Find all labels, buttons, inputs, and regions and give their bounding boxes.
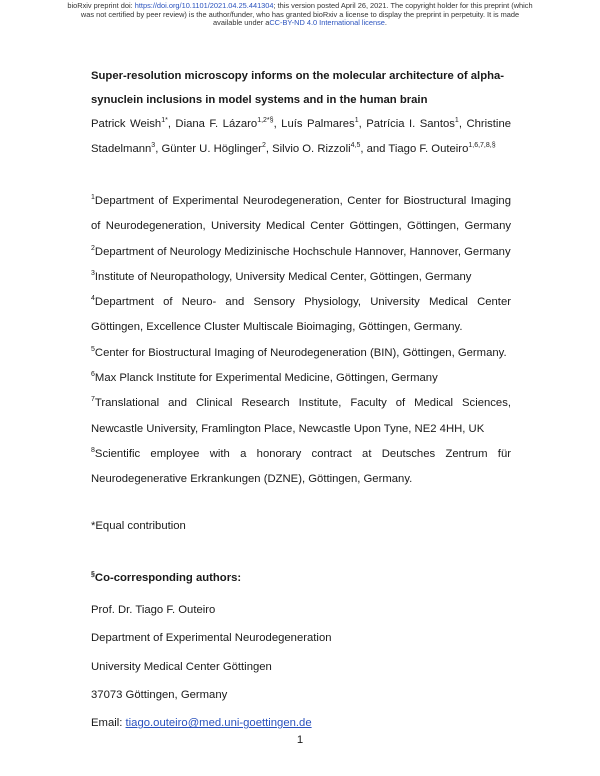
author xyxy=(272,143,388,155)
author-name: Günter U. Höglinger xyxy=(161,143,262,155)
affiliation-text: Scientific employee with a honorary contract at Deutsches Zentrum für Neurodegenerative Erkrankungen (DZNE), Göttingen, Germany. xyxy=(91,447,511,486)
affiliation-item xyxy=(91,265,511,290)
author-affil-sup: 4,5 xyxy=(350,142,361,149)
affiliation-text: Max Planck Institute for Experimental Medicine, Göttingen, Germany xyxy=(94,372,438,385)
license-prefix: available under a xyxy=(213,18,270,28)
author-separator: , xyxy=(458,118,467,130)
affiliation-item xyxy=(91,391,511,442)
affiliation-number: 3 xyxy=(91,269,95,277)
author xyxy=(366,118,466,130)
corresponding-name: Prof. Dr. Tiago F. Outeiro xyxy=(91,604,216,616)
affiliation-number: 5 xyxy=(91,345,95,353)
email-label: Email: xyxy=(91,717,126,730)
affiliation-text: Center for Biostructural Imaging of Neurodegeneration (BIN), Göttingen, Germany. xyxy=(94,346,507,359)
equal-contribution-note: *Equal contribution xyxy=(91,520,186,532)
author-name: Patrick Weish xyxy=(91,118,162,130)
author-affil-sup: 1,6,7,8,§ xyxy=(468,142,496,149)
affiliation-text: Translational and Clinical Research Institute, Faculty of Medical Sciences, Newcastle University, Framlington Place, Newcastle Upon Tyne, NE2 4HH, UK xyxy=(91,397,511,435)
affiliation-item xyxy=(91,240,511,265)
affiliation-number: 4 xyxy=(91,295,95,303)
author xyxy=(281,118,366,130)
header-line-2: was not certified by peer review) is the author/funder, who has granted bioRxiv a license to display the preprint in perpetuity. It is made xyxy=(80,9,520,19)
author xyxy=(91,118,175,130)
author-separator: , xyxy=(265,143,273,155)
affiliation-item xyxy=(91,442,511,493)
author-list xyxy=(91,112,511,162)
affiliation-item xyxy=(91,341,511,366)
author-affil-sup: 1* xyxy=(161,117,168,124)
author-name: Silvio O. Rizzoli xyxy=(272,143,351,155)
author xyxy=(161,143,272,155)
title-line-1: Super-resolution microscopy informs on the molecular architecture of alpha- xyxy=(91,70,505,82)
header-line-3 xyxy=(40,19,560,28)
affiliation-text: Department of Neuro- and Sensory Physiology, University Medical Center Göttingen, Excellence Cluster Multiscale Bioimaging, Göttingen, Germany. xyxy=(91,296,511,334)
license-link[interactable]: CC-BY-ND 4.0 International license xyxy=(269,18,385,28)
affiliation-item xyxy=(91,290,511,341)
author-separator: , and xyxy=(360,143,389,155)
corresponding-address xyxy=(91,596,511,737)
corresponding-city: 37073 Göttingen, Germany xyxy=(91,688,228,701)
title-line-2: synuclein inclusions in model systems and in the human brain xyxy=(91,94,428,106)
author-separator: , xyxy=(167,118,176,130)
corresponding-heading-text: Co-corresponding authors: xyxy=(94,572,242,584)
header-posted-text: ; this version posted April 26, 2021. The copyright holder for this preprint (which xyxy=(273,1,533,10)
corresponding-institution: University Medical Center Göttingen xyxy=(91,660,272,673)
author-affil-sup: 1,2*§ xyxy=(257,117,274,124)
affiliation-number: 6 xyxy=(91,371,95,379)
corresponding-heading xyxy=(91,572,511,584)
paper-title xyxy=(91,64,511,112)
affiliation-number: 7 xyxy=(91,396,95,404)
author-affil-sup: 3 xyxy=(151,142,156,149)
section-symbol: § xyxy=(91,571,95,578)
header-prefix: bioRxiv preprint doi: xyxy=(67,1,135,10)
preprint-header xyxy=(40,2,560,28)
author-affil-sup: 1 xyxy=(354,117,359,124)
author-name: Christine Stadelmann xyxy=(91,118,512,155)
email-link[interactable]: tiago.outeiro@med.uni-goettingen.de xyxy=(125,717,312,730)
author-separator: , xyxy=(155,143,162,155)
affiliation-number: 1 xyxy=(91,194,95,201)
corresponding-department: Department of Experimental Neurodegeneration xyxy=(91,632,332,645)
author-name: Patrícia I. Santos xyxy=(366,118,455,130)
author-separator: , xyxy=(358,118,367,130)
author-affil-sup: 2 xyxy=(261,142,266,149)
affiliation-item xyxy=(91,366,511,391)
affiliation-text: Institute of Neuropathology, University Medical Center, Göttingen, Germany xyxy=(94,270,472,283)
page-number: 1 xyxy=(296,734,304,746)
affiliation-number: 2 xyxy=(91,244,95,252)
author-name: Luís Palmares xyxy=(281,118,355,130)
affiliation-text: Department of Experimental Neurodegeneration, Center for Biostructural Imaging of Neurodegeneration, University Medical Center Göttingen, Göttingen, Germany xyxy=(91,195,511,233)
author xyxy=(175,118,281,130)
author-name: Tiago F. Outeiro xyxy=(388,143,469,155)
affiliation-text: Department of Neurology Medizinische Hochschule Hannover, Hannover, Germany xyxy=(94,245,511,258)
license-suffix: . xyxy=(384,18,387,28)
author-affil-sup: 1 xyxy=(454,117,459,124)
affiliation-list xyxy=(91,189,511,493)
author-name: Diana F. Lázaro xyxy=(175,118,258,130)
author-separator: , xyxy=(273,118,282,130)
doi-link[interactable]: https://doi.org/10.1101/2021.04.25.441304 xyxy=(134,1,274,10)
affiliation-number: 8 xyxy=(91,446,95,454)
affiliation-item xyxy=(91,189,511,240)
author xyxy=(388,143,495,155)
